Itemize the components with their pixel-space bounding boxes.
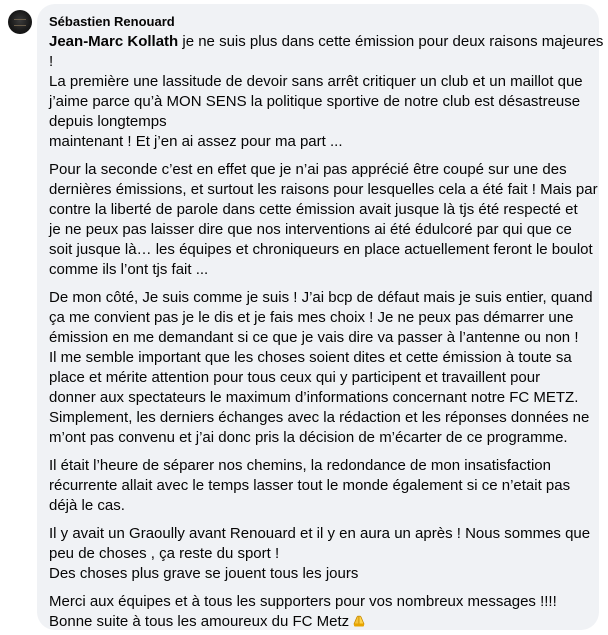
comment-line: j’aime parce qu’à MON SENS la politique sportive de notre club est désastreuse [49, 93, 581, 110]
comment-line: Il me semble important que les choses soient dites et cette émission à toute sa [49, 349, 572, 366]
comment-body [49, 32, 604, 634]
comment-line: maintenant ! Et j’en ai assez pour ma part ... [49, 133, 343, 150]
author-avatar[interactable] [8, 10, 32, 34]
comment-line: dernières émissions, et surtout les raisons pour lesquelles cela a été fait ! Mais par [49, 181, 598, 198]
comment-line: De mon côté, Je suis comme je suis ! J’ai bcp de défaut mais je suis entier, quand [49, 289, 593, 306]
comment-line: donner aux spectateurs le maximum d’informations concernant notre FC METZ. [49, 389, 579, 406]
comment-line: Simplement, les derniers échanges avec la rédaction et les réponses données ne [49, 409, 590, 426]
comment-line: Il était l’heure de séparer nos chemins, la redondance de mon insatisfaction [49, 457, 551, 474]
mention-link[interactable]: Jean-Marc Kollath [49, 33, 179, 50]
comment-line: peu de choses , ça reste du sport ! [49, 545, 280, 562]
comment-line: ça me convient pas je le dis et je fais mes choix ! Je ne peux pas démarrer une [49, 309, 574, 326]
folded-hands-emoji-icon [351, 612, 367, 634]
comment-author-name[interactable]: Sébastien Renouard [49, 14, 175, 29]
comment-line: comme ils l’ont tjs fait ... [49, 261, 209, 278]
comment-line-text: Bonne suite à tous les amoureux du FC Metz [49, 613, 350, 630]
comment-paragraph-1 [49, 32, 604, 152]
comment-paragraph-5 [49, 524, 591, 584]
comment-paragraph-2 [49, 160, 598, 280]
comment-line: m’ont pas convenu et j’ai donc pris la décision de m’écarter de ce programme. [49, 429, 568, 446]
comment-line: émission en me demandant si ce que je vais dire va passer à l’antenne ou non ! [49, 329, 579, 346]
comment-line: Merci aux équipes et à tous les supporters pour vos nombreux messages !!!! [49, 593, 557, 610]
comment-bubble [37, 4, 604, 630]
club-crest-icon [14, 19, 26, 26]
comment-paragraph-4 [49, 456, 587, 516]
comment-line: déjà le cas. [49, 497, 125, 514]
comment-line [49, 32, 604, 52]
comment-paragraph-3 [49, 288, 593, 448]
comment-line [49, 612, 587, 634]
comment-line: récurrente allait avec le temps lasser tout le monde également si ce n’etait pas [49, 477, 571, 494]
comment-line: Pour la seconde c’est en effet que je n’ai pas apprécié être coupé sur une des [49, 161, 567, 178]
comment-line: place et mérite attention pour tous ceux qui y participent et travaillent pour [49, 369, 541, 386]
comment-line: Il y avait un Graoully avant Renouard et il y en aura un après ! Nous sommes que [49, 525, 591, 542]
comment-line: La première une lassitude de devoir sans arrêt critiquer un club et un maillot que [49, 73, 583, 90]
comment-line: je ne peux pas laisser dire que nos interventions ai été édulcoré par qui que ce [49, 221, 572, 238]
comment-paragraph-6 [49, 592, 587, 634]
comment-line-text: je ne suis plus dans cette émission pour deux raisons majeures [178, 33, 604, 50]
comment-line: ! [49, 53, 54, 70]
comment-line: Des choses plus grave se jouent tous les jours [49, 565, 359, 582]
comment-line: soit jusque là… les équipes et chroniqueurs en place actuellement feront le boulot [49, 241, 593, 258]
comment-line: depuis longtemps [49, 113, 167, 130]
comment-line: contre la liberté de parole dans cette émission avait jusque là tjs été respecté et [49, 201, 578, 218]
